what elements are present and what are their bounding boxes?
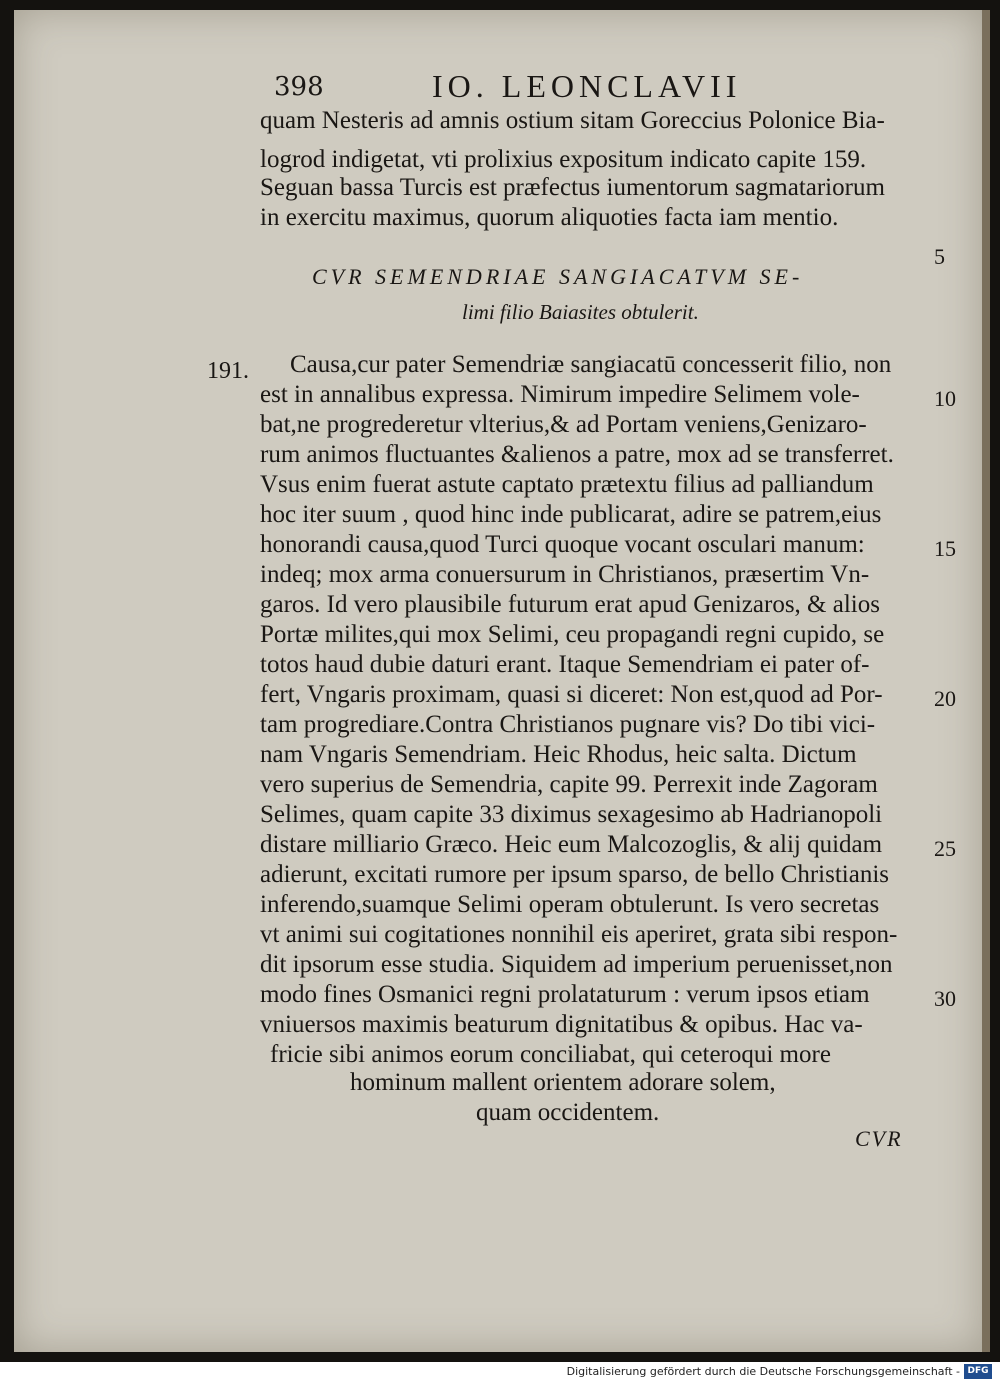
text-line: tam progrediare.Contra Christianos pugnare vis? Do tibi vici- (260, 711, 876, 738)
text-line: distare milliario Græco. Heic eum Malcozoglis, & alij quidam (260, 831, 883, 858)
text-line: Portæ milites,qui mox Selimi, ceu propagandi regni cupido, se (260, 621, 885, 648)
text-line: Causa,cur pater Semendriæ sangiacatū concesserit filio, non (290, 351, 892, 378)
text-line: vt animi sui cogitationes nonnihil eis aperiret, grata sibi respon- (260, 921, 898, 948)
text-line: hoc iter suum , quod hinc inde publicarat, adire se patrem,eius (260, 501, 882, 528)
text-line: modo fines Osmanici regni prolataturum : verum ipsos etiam (260, 981, 870, 1008)
text-line: Vsus enim fuerat astute captato prætextu filius ad palliandum (260, 471, 874, 498)
margin-number: 20 (934, 686, 956, 711)
margin-number: 5 (934, 244, 945, 269)
text-line: vero superius de Semendria, capite 99. Perrexit inde Zagoram (260, 771, 878, 798)
text-line: totos haud dubie daturi erant. Itaque Semendriam ei pater of- (260, 651, 870, 678)
catchword: CVR (855, 1126, 903, 1151)
text-line: garos. Id vero plausibile futurum erat apud Genizaros, & alios (260, 591, 880, 618)
text-line: inferendo,suamque Selimi operam obtulerunt. Is vero secretas (260, 891, 880, 918)
margin-number: 10 (934, 386, 956, 411)
text-line: hominum mallent orientem adorare solem, (350, 1069, 776, 1096)
running-title: IO. LEONCLAVII (432, 68, 742, 104)
text-line: quam Nesteris ad amnis ostium sitam Goreccius Polonice Bia- (260, 107, 885, 134)
text-line: indeq; mox arma conuersurum in Christianos, præsertim Vn- (260, 561, 870, 588)
page-number: 398 (274, 72, 324, 102)
dfg-logo-icon: DFG (964, 1364, 992, 1379)
margin-number: 25 (934, 836, 956, 861)
text-line: quam occidentem. (476, 1099, 660, 1126)
text-line: Selimes, quam capite 33 diximus sexagesimo ab Hadrianopoli (260, 801, 883, 828)
text-line: honorandi causa,quod Turci quoque vocant osculari manum: (260, 531, 865, 558)
footer-bar (0, 1362, 1000, 1383)
text-line: fert, Vngaris proximam, quasi si diceret: Non est,quod ad Por- (260, 681, 883, 708)
text-line: dit ipsorum esse studia. Siquidem ad imperium peruenisset,non (260, 951, 893, 978)
section-heading-line2: limi filio Baiasites obtulerit. (462, 300, 699, 324)
text-line: est in annalibus expressa. Nimirum impedire Selimem vole- (260, 381, 860, 408)
text-line: Seguan bassa Turcis est præfectus iumentorum sagmatariorum (260, 174, 885, 201)
book-page (14, 10, 982, 1352)
section-number: 191. (207, 358, 249, 384)
footer-credit: Digitalisierung gefördert durch die Deutsche Forschungsgemeinschaft - (566, 1365, 960, 1378)
page-edge (982, 10, 990, 1352)
section-heading-line1: CVR SEMENDRIAE SANGIACATVM SE- (312, 264, 804, 289)
text-line: nam Vngaris Semendriam. Heic Rhodus, heic salta. Dictum (260, 741, 857, 768)
margin-number: 30 (934, 986, 956, 1011)
margin-number: 15 (934, 536, 956, 561)
text-line: rum animos fluctuantes &alienos a patre, mox ad se transferret. (260, 441, 894, 468)
text-line: fricie sibi animos eorum conciliabat, qui ceteroqui more (270, 1041, 831, 1068)
text-line: bat,ne progrederetur vlterius,& ad Portam veniens,Genizaro- (260, 411, 867, 438)
text-line: logrod indigetat, vti prolixius expositum indicato capite 159. (260, 146, 867, 173)
text-line: adierunt, excitati rumore per ipsum sparso, de bello Christianis (260, 861, 890, 888)
text-line: in exercitu maximus, quorum aliquoties facta iam mentio. (260, 204, 839, 231)
text-line: vniuersos maximis beaturum dignitatibus & opibus. Hac va- (260, 1011, 863, 1038)
